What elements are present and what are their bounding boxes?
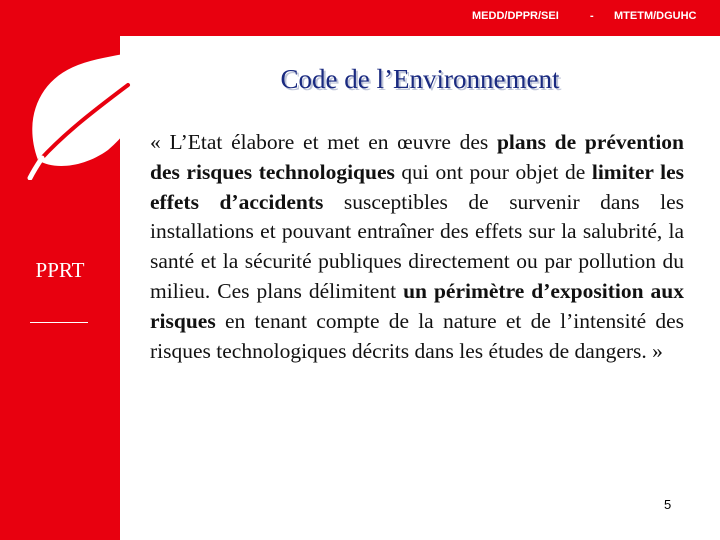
leaf-logo-icon xyxy=(18,40,168,180)
body-segment: « L’Etat élabore et met en œuvre des xyxy=(150,130,497,154)
body-segment: susceptibles de survenir dans les installations et pouvant entraîner des effets sur la salubrité, la santé et la sécurité publiques directement ou par pollution du milieu. Ces plans délimitent xyxy=(150,189,685,303)
body-segment-bold: plans de prévention des risques technologiques xyxy=(150,130,685,184)
header-ministry-left: MEDD/DPPR/SEI xyxy=(472,10,559,22)
sidebar-label: PPRT xyxy=(35,258,85,282)
header-separator: - xyxy=(590,10,594,22)
sidebar-divider xyxy=(30,322,88,323)
body-segment-bold: un périmètre d’exposition aux risques xyxy=(150,278,685,333)
page-number: 5 xyxy=(664,497,672,512)
header-ministry-right: MTETM/DGUHC xyxy=(614,10,697,22)
body-segment: en tenant compte de la nature et de l’intensité des risques technologiques décrits dans les études de dangers. » xyxy=(150,308,684,363)
slide-title: Code de l’Environnement xyxy=(280,64,560,94)
body-quote xyxy=(150,128,684,366)
body-segment-bold: limiter les effets d’accidents xyxy=(150,159,684,214)
body-segment: qui ont pour objet de xyxy=(394,159,592,184)
